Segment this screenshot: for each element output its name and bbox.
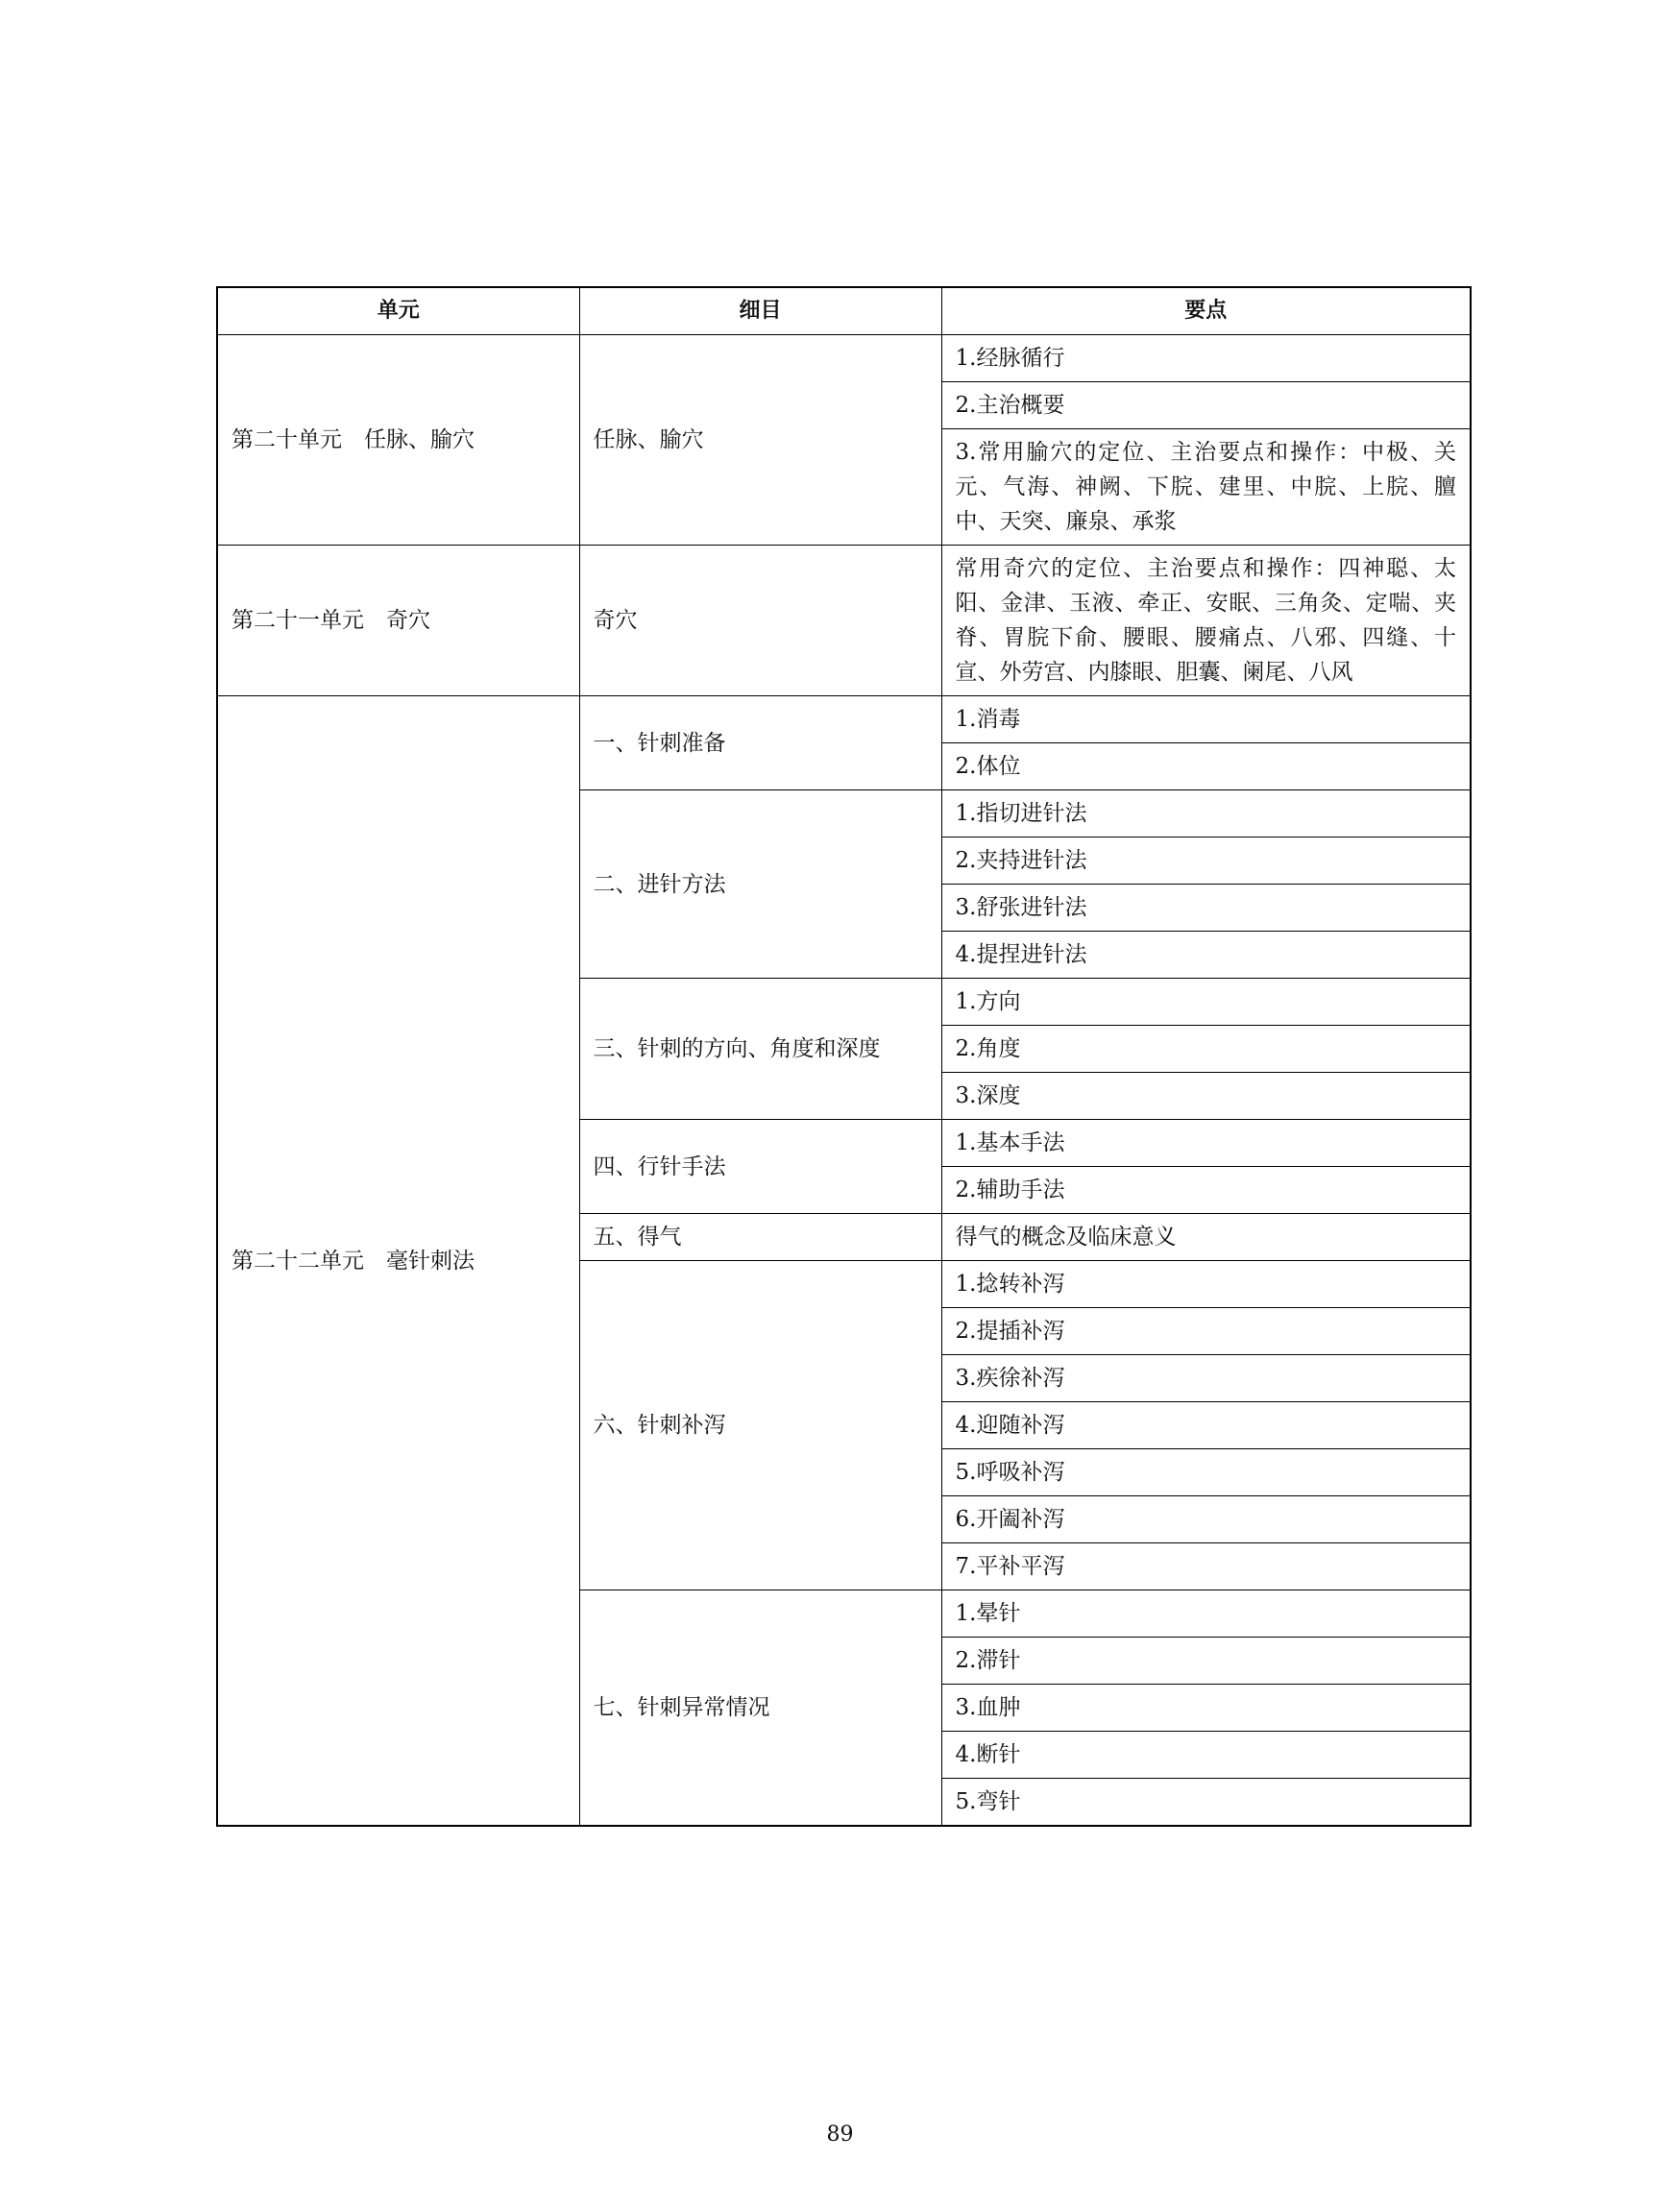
point-cell: 3.疾徐补泻 [941, 1355, 1471, 1402]
point-cell: 5.弯针 [941, 1779, 1471, 1827]
page-number: 89 [826, 2123, 854, 2147]
point-cell: 1.方向 [941, 979, 1471, 1026]
header-point: 要点 [941, 287, 1471, 335]
item-cell: 六、针刺补泻 [579, 1261, 941, 1590]
point-cell: 2.提插补泻 [941, 1308, 1471, 1355]
syllabus-table [216, 286, 1472, 1827]
point-cell: 1.消毒 [941, 696, 1471, 743]
item-cell: 三、针刺的方向、角度和深度 [579, 979, 941, 1120]
point-cell: 3.血肿 [941, 1685, 1471, 1732]
point-cell: 2.滞针 [941, 1638, 1471, 1685]
item-cell: 任脉、腧穴 [579, 335, 941, 546]
point-cell: 4.断针 [941, 1732, 1471, 1779]
item-cell: 七、针刺异常情况 [579, 1590, 941, 1827]
point-cell: 1.捻转补泻 [941, 1261, 1471, 1308]
point-cell: 2.角度 [941, 1026, 1471, 1073]
item-cell: 四、行针手法 [579, 1120, 941, 1214]
header-row [217, 287, 1471, 335]
point-cell: 2.体位 [941, 743, 1471, 790]
point-cell: 3.舒张进针法 [941, 885, 1471, 932]
point-cell: 2.主治概要 [941, 382, 1471, 429]
item-cell: 二、进针方法 [579, 790, 941, 979]
unit-cell: 第二十单元 任脉、腧穴 [217, 335, 579, 546]
point-cell: 3.深度 [941, 1073, 1471, 1120]
point-cell: 4.迎随补泻 [941, 1402, 1471, 1449]
table-row [217, 335, 1471, 382]
table-row [217, 546, 1471, 696]
item-cell: 五、得气 [579, 1214, 941, 1261]
point-cell: 常用奇穴的定位、主治要点和操作：四神聪、太阳、金津、玉液、牵正、安眠、三角灸、定喘、夹脊、胃脘下俞、腰眼、腰痛点、八邪、四缝、十宣、外劳宫、内膝眼、胆囊、阑尾、八风 [941, 546, 1471, 696]
point-cell: 1.指切进针法 [941, 790, 1471, 837]
table-row [217, 696, 1471, 743]
point-cell: 5.呼吸补泻 [941, 1449, 1471, 1496]
point-cell: 3.常用腧穴的定位、主治要点和操作：中极、关元、气海、神阙、下脘、建里、中脘、上脘、膻中、天突、廉泉、承浆 [941, 429, 1471, 546]
header-item: 细目 [579, 287, 941, 335]
point-cell: 1.基本手法 [941, 1120, 1471, 1167]
point-cell: 4.提捏进针法 [941, 932, 1471, 979]
point-cell: 1.经脉循行 [941, 335, 1471, 382]
unit-cell: 第二十一单元 奇穴 [217, 546, 579, 696]
item-cell: 奇穴 [579, 546, 941, 696]
header-unit: 单元 [217, 287, 579, 335]
unit-cell: 第二十二单元 毫针刺法 [217, 696, 579, 1827]
point-cell: 2.夹持进针法 [941, 837, 1471, 885]
point-cell: 得气的概念及临床意义 [941, 1214, 1471, 1261]
point-cell: 7.平补平泻 [941, 1543, 1471, 1590]
item-cell: 一、针刺准备 [579, 696, 941, 790]
point-cell: 6.开阖补泻 [941, 1496, 1471, 1543]
point-cell: 2.辅助手法 [941, 1167, 1471, 1214]
point-cell: 1.晕针 [941, 1590, 1471, 1638]
